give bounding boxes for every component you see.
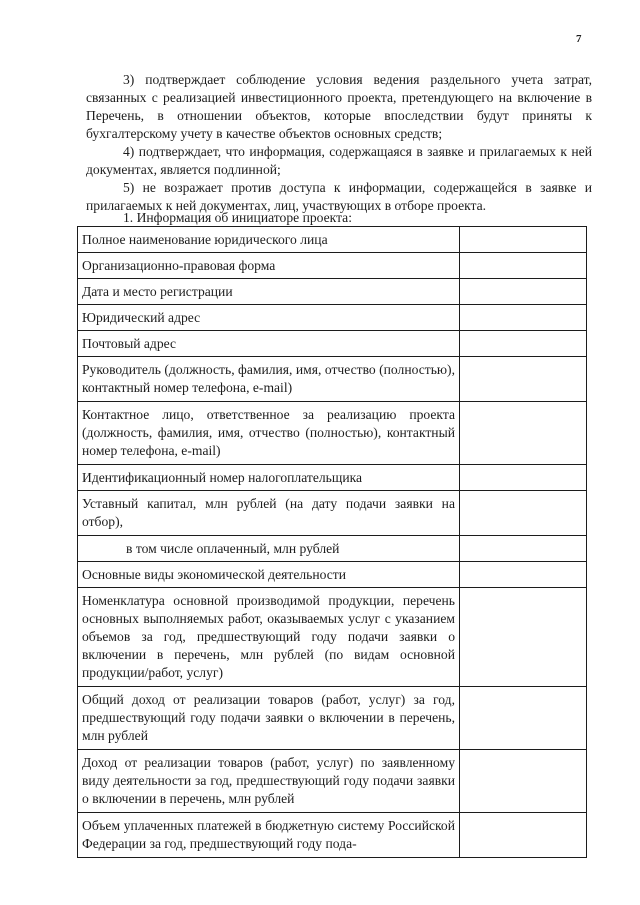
row-label-legal-address: Юридический адрес [78,305,460,331]
row-value-cell [460,227,587,253]
initiator-info-table [77,226,587,858]
row-label-authorized-capital: Уставный капитал, млн рублей (на дату подачи заявки на отбор), [78,491,460,536]
paragraph-item-4: 4) подтверждает, что информация, содержащаяся в заявке и прилагаемых к ней документах, является подлинной; [86,144,592,177]
row-label-paid-capital: в том числе оплаченный, млн рублей [78,536,460,562]
row-label-director: Руководитель (должность, фамилия, имя, отчество (полностью), контактный номер телефона, e-mail) [78,357,460,402]
row-value-cell [460,305,587,331]
row-value-cell [460,402,587,465]
table-row [78,331,587,357]
table-row [78,562,587,588]
row-value-cell [460,562,587,588]
table-row [78,402,587,465]
table-row [78,750,587,813]
row-value-cell [460,536,587,562]
row-label-inn: Идентификационный номер налогоплательщика [78,465,460,491]
row-value-cell [460,750,587,813]
row-label-total-income: Общий доход от реализации товаров (работ, услуг) за год, предшествующий году подачи заявки о включении в перечень, млн рублей [78,687,460,750]
row-value-cell [460,331,587,357]
section-heading: 1. Информация об инициаторе проекта: [123,210,352,225]
row-value-cell [460,253,587,279]
row-label-contact-person: Контактное лицо, ответственное за реализацию проекта (должность, фамилия, имя, отчество (полностью), контактный номер телефона, e-mail) [78,402,460,465]
paragraph-item-3: 3) подтверждает соблюдение условия ведения раздельного учета затрат, связанных с реализацией инвестиционного проекта, претендующего на включение в Перечень, в отношении объектов, которые впоследствии будут приняты к бухгалтерскому учету в качестве объектов основных средств; [86,72,592,141]
table-row [78,227,587,253]
row-label-product-range: Номенклатура основной производимой продукции, перечень основных выполняемых работ, оказываемых услуг с указанием объемов за год, предшествующий году подачи заявки о включении в перечень, млн рублей (по видам основной продукции/работ, услуг) [78,588,460,687]
table-row [78,305,587,331]
table-row [78,253,587,279]
table-row [78,491,587,536]
table-row [78,588,587,687]
table-row [78,357,587,402]
row-value-cell [460,491,587,536]
table-row [78,813,587,858]
row-label-main-activities: Основные виды экономической деятельности [78,562,460,588]
paragraph-item-5: 5) не возражает против доступа к информации, содержащейся в заявке и прилагаемых к ней документах, лиц, участвующих в отборе проекта. [86,180,592,213]
row-value-cell [460,687,587,750]
row-label-postal-address: Почтовый адрес [78,331,460,357]
row-label-budget-payments: Объем уплаченных платежей в бюджетную систему Российской Федерации за год, предшествующий году пода- [78,813,460,858]
table-row [78,687,587,750]
row-value-cell [460,813,587,858]
row-label-activity-income: Доход от реализации товаров (работ, услуг) по заявленному виду деятельности за год, предшествующий году подачи заявки о включении в перечень, млн рублей [78,750,460,813]
row-value-cell [460,465,587,491]
row-label-registration: Дата и место регистрации [78,279,460,305]
row-value-cell [460,279,587,305]
row-value-cell [460,357,587,402]
table-row [78,465,587,491]
row-value-cell [460,588,587,687]
table-row [78,279,587,305]
page-number: 7 [576,33,582,45]
row-label-full-name: Полное наименование юридического лица [78,227,460,253]
table-row [78,536,587,562]
row-label-legal-form: Организационно-правовая форма [78,253,460,279]
